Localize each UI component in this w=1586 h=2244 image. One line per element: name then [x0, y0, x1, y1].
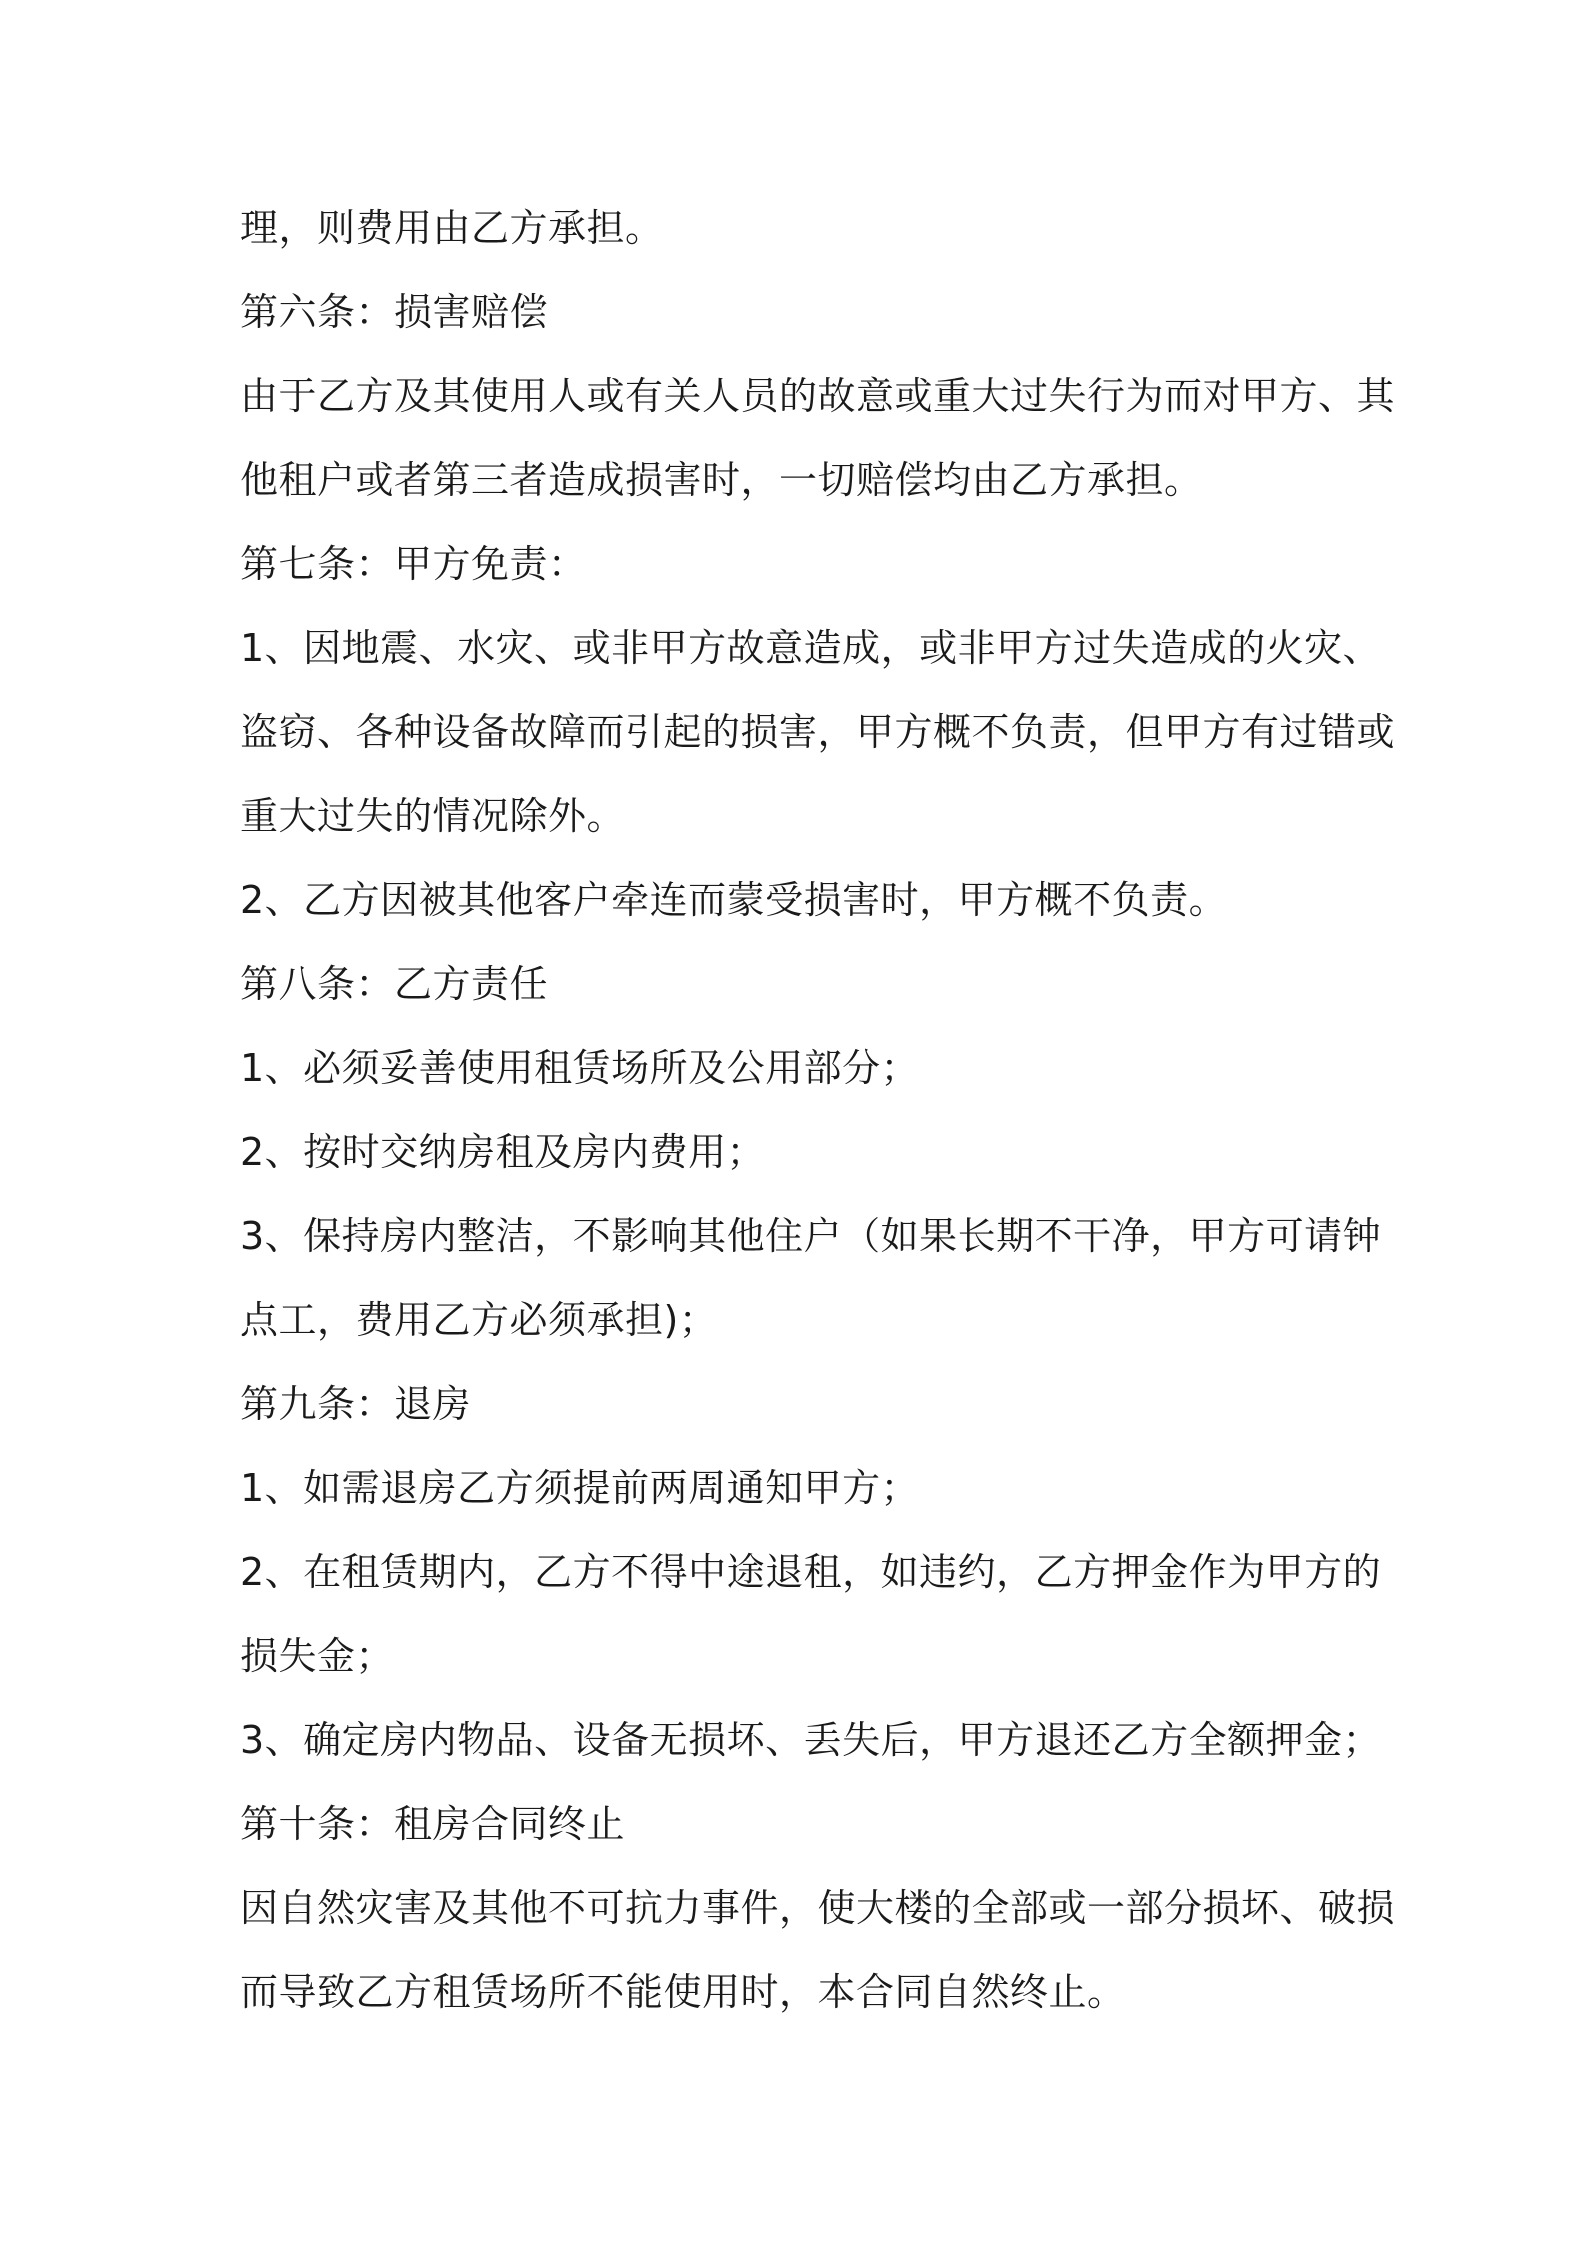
text-line: 3、确定房内物品、设备无损坏、丢失后，甲方退还乙方全额押金； — [240, 1718, 1382, 1762]
section-heading: 第十条：租房合同终止 — [240, 1802, 626, 1846]
text-line: 因自然灾害及其他不可抗力事件，使大楼的全部或一部分损坏、破损 — [240, 1886, 1396, 1930]
text-line: 理，则费用由乙方承担。 — [240, 206, 664, 250]
text-line: 重大过失的情况除外。 — [240, 794, 626, 838]
section-heading: 第九条：退房 — [240, 1382, 472, 1426]
text-line: 2、在租赁期内，乙方不得中途退租，如违约，乙方押金作为甲方的 — [240, 1550, 1382, 1594]
text-line: 由于乙方及其使用人或有关人员的故意或重大过失行为而对甲方、其 — [240, 374, 1396, 418]
section-heading: 第六条：损害赔偿 — [240, 290, 549, 334]
section-heading: 第八条：乙方责任 — [240, 962, 549, 1006]
text-line: 1、如需退房乙方须提前两周通知甲方； — [240, 1466, 920, 1510]
text-line: 他租户或者第三者造成损害时，一切赔偿均由乙方承担。 — [240, 458, 1203, 502]
text-line: 2、按时交纳房租及房内费用； — [240, 1130, 766, 1174]
text-line: 损失金； — [240, 1634, 395, 1678]
section-heading: 第七条：甲方免责： — [240, 542, 587, 586]
text-line: 盗窃、各种设备故障而引起的损害，甲方概不负责，但甲方有过错或 — [240, 710, 1396, 754]
text-line: 1、必须妥善使用租赁场所及公用部分； — [240, 1046, 920, 1090]
text-line: 点工，费用乙方必须承担)； — [240, 1298, 718, 1342]
text-line: 2、乙方因被其他客户牵连而蒙受损害时，甲方概不负责。 — [240, 878, 1228, 922]
text-line: 3、保持房内整洁，不影响其他住户（如果长期不干净，甲方可请钟 — [240, 1214, 1382, 1258]
text-line: 1、因地震、水灾、或非甲方故意造成，或非甲方过失造成的火灾、 — [240, 626, 1382, 670]
text-line: 而导致乙方租赁场所不能使用时，本合同自然终止。 — [240, 1970, 1126, 2014]
